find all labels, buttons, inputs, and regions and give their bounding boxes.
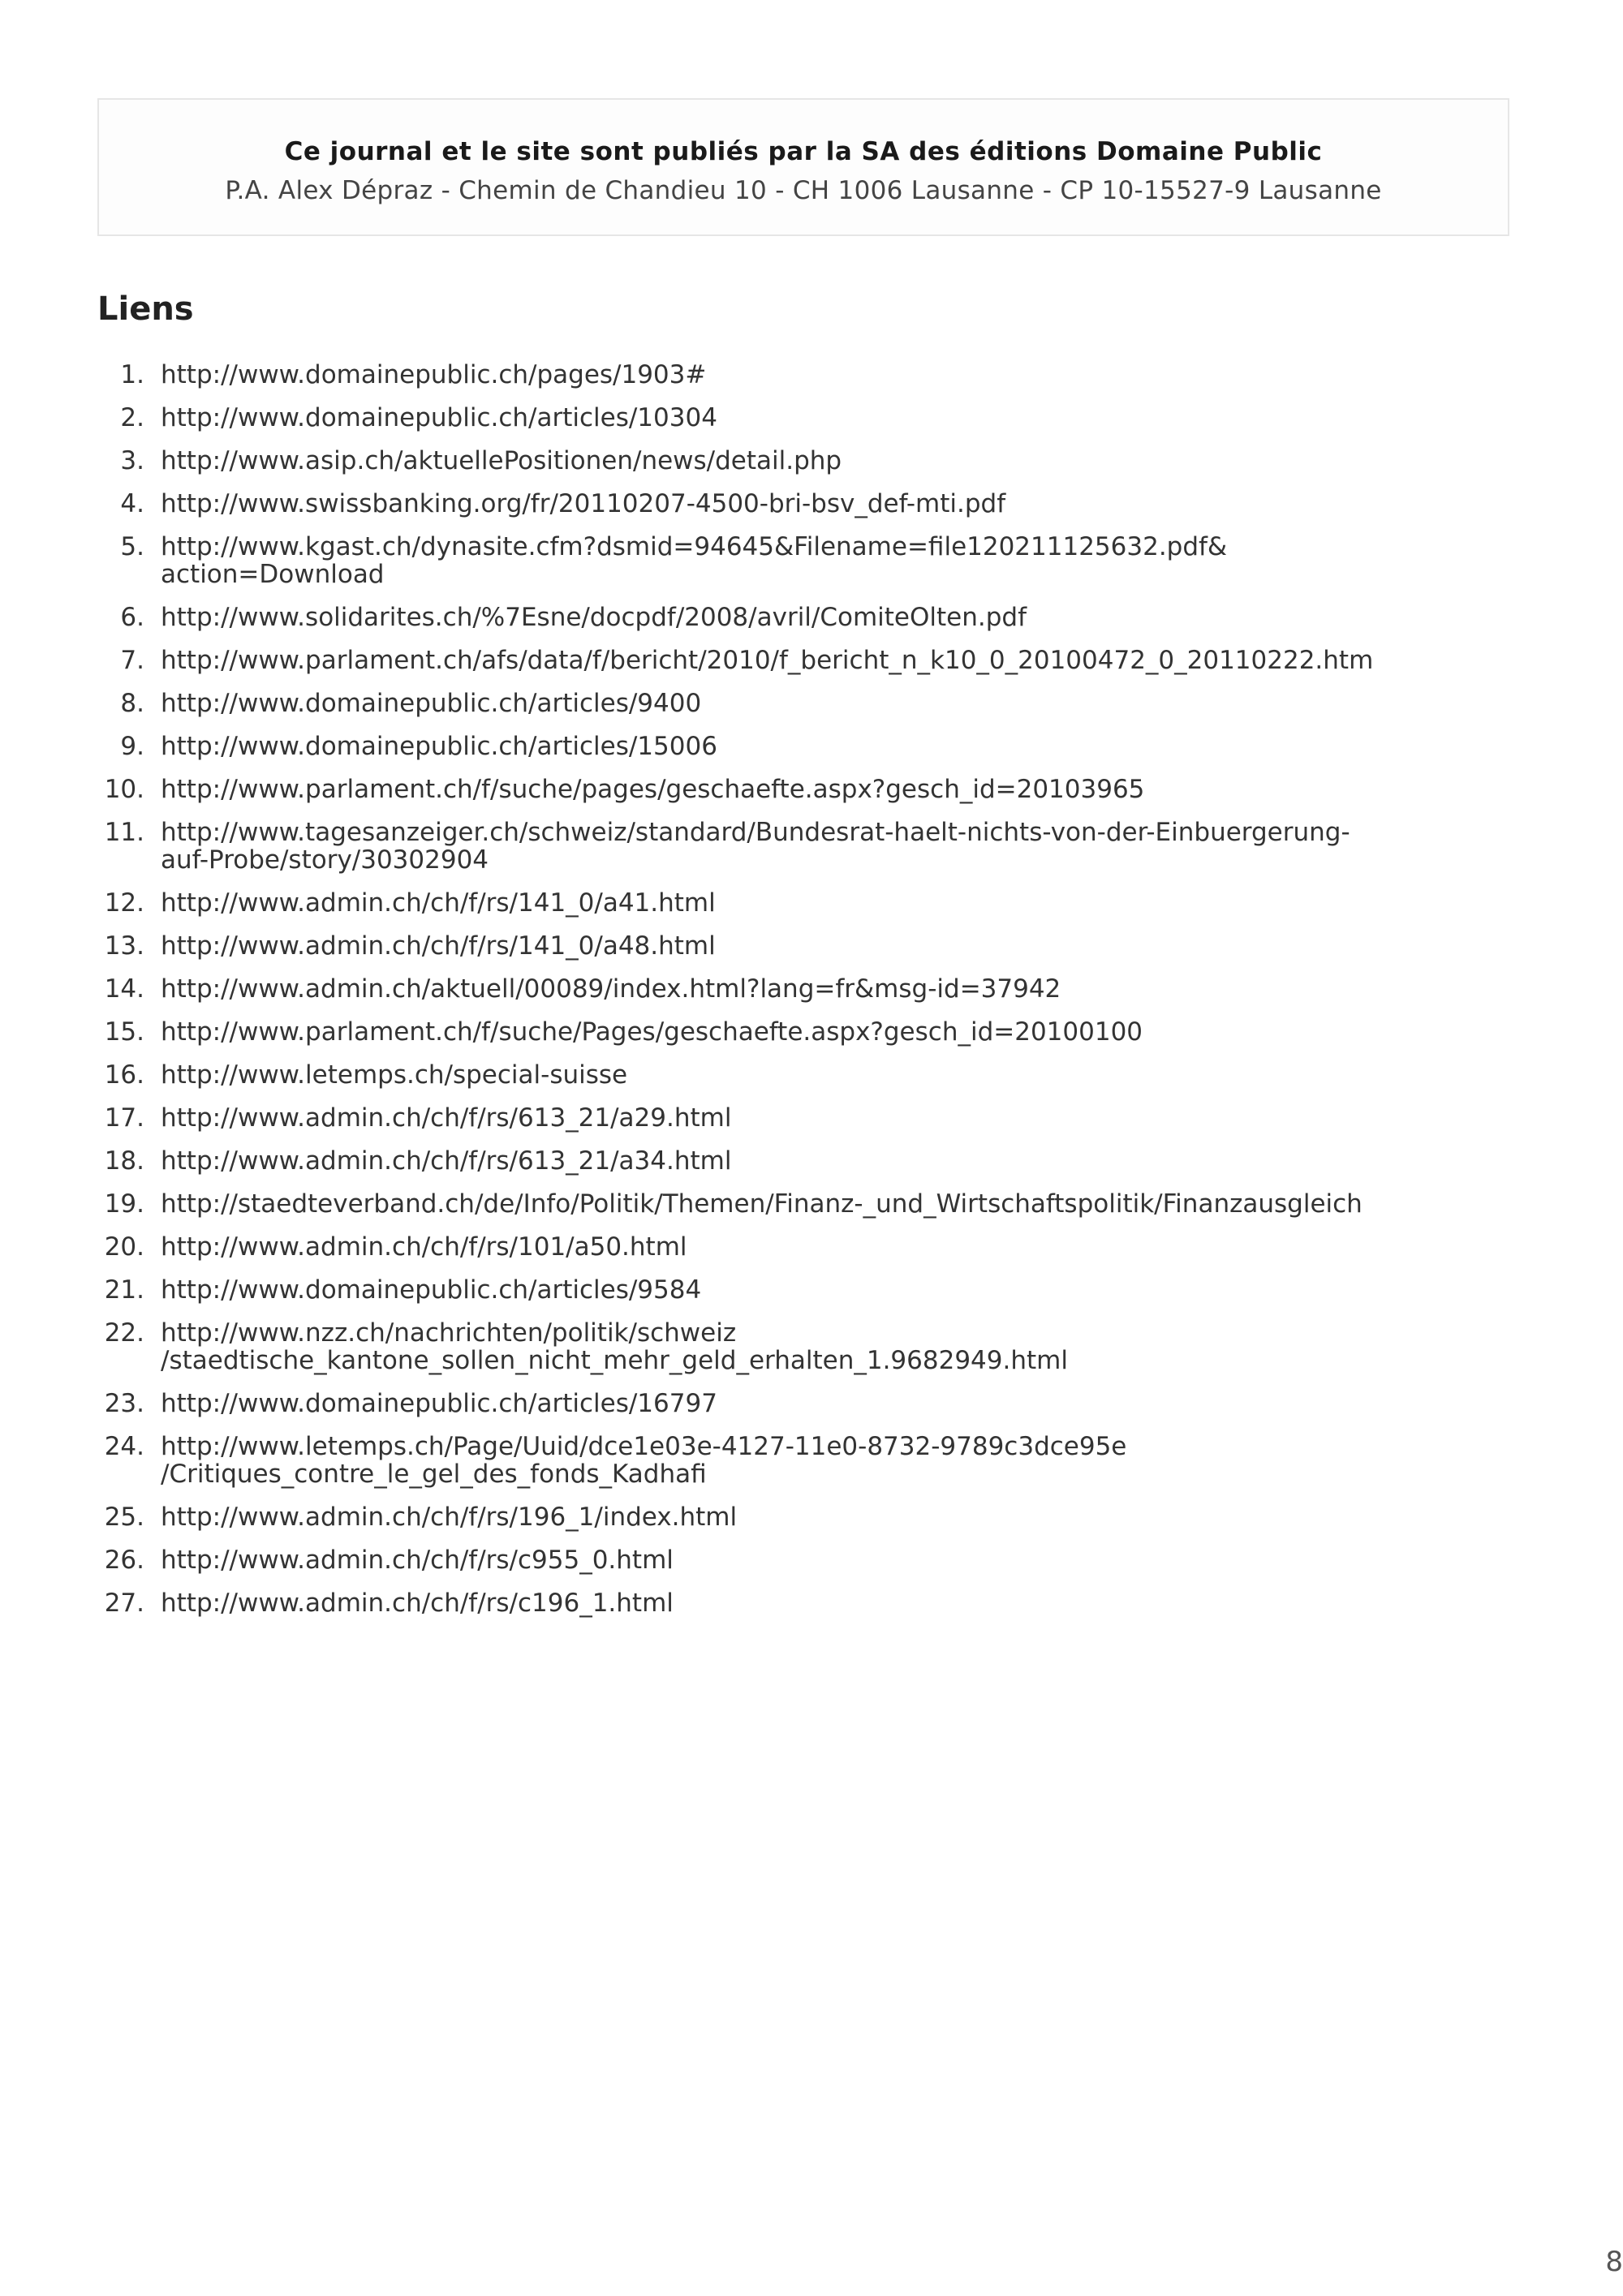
link-url[interactable]: http://www.admin.ch/ch/f/rs/101/a50.html (161, 1232, 687, 1262)
link-number: 16. (104, 1060, 144, 1090)
link-url[interactable]: http://www.letemps.ch/Page/Uuid/dce1e03e-4127-11e0-8732-9789c3dce95e /Critiques_contre_le_gel_des_fonds_Kadhafi (161, 1432, 1127, 1489)
link-list-item (0, 889, 1542, 917)
link-url[interactable]: http://www.admin.ch/ch/f/rs/141_0/a41.html (161, 888, 716, 918)
link-url[interactable]: http://www.domainepublic.ch/articles/9400 (161, 689, 702, 718)
links-heading: Liens (97, 290, 194, 328)
link-number: 9. (120, 732, 144, 761)
link-number: 18. (104, 1146, 144, 1176)
link-list-item (0, 1233, 1542, 1261)
link-url[interactable]: http://www.admin.ch/ch/f/rs/613_21/a29.html (161, 1103, 732, 1133)
link-list-item (0, 1276, 1542, 1304)
link-list-item (0, 819, 1542, 874)
link-url[interactable]: http://www.letemps.ch/special-suisse (161, 1060, 628, 1090)
link-url[interactable]: http://www.domainepublic.ch/articles/15006 (161, 732, 717, 761)
link-list-item (0, 1018, 1542, 1046)
link-number: 8. (120, 689, 144, 718)
link-url[interactable]: http://www.asip.ch/aktuellePositionen/news/detail.php (161, 446, 842, 475)
link-list-item (0, 1319, 1542, 1374)
link-url[interactable]: http://www.domainepublic.ch/articles/16797 (161, 1389, 717, 1418)
link-number: 4. (120, 489, 144, 518)
link-number: 10. (104, 775, 144, 804)
link-list-item (0, 690, 1542, 717)
links-list (0, 361, 1542, 1632)
link-list-item (0, 404, 1542, 432)
link-url[interactable]: http://www.parlament.ch/afs/data/f/bericht/2010/f_bericht_n_k10_0_20100472_0_20110222.htm (161, 646, 1374, 675)
link-list-item (0, 776, 1542, 803)
link-number: 11. (104, 818, 144, 847)
link-list-item (0, 975, 1542, 1003)
link-number: 17. (104, 1103, 144, 1133)
link-number: 13. (104, 931, 144, 961)
link-url[interactable]: http://www.admin.ch/ch/f/rs/c955_0.html (161, 1546, 674, 1575)
link-url[interactable]: http://www.domainepublic.ch/articles/10304 (161, 403, 717, 432)
link-url[interactable]: http://www.admin.ch/ch/f/rs/613_21/a34.html (161, 1146, 732, 1176)
link-number: 19. (104, 1189, 144, 1219)
link-list-item (0, 490, 1542, 518)
link-list-item (0, 533, 1542, 588)
link-url[interactable]: http://www.tagesanzeiger.ch/schweiz/standard/Bundesrat-haelt-nichts-von-der-Einbuergerung- auf-Probe/story/30302904 (161, 818, 1350, 875)
link-url[interactable]: http://www.admin.ch/aktuell/00089/index.html?lang=fr&msg-id=37942 (161, 974, 1061, 1004)
link-list-item (0, 1546, 1542, 1574)
link-list-item (0, 447, 1542, 475)
link-list-item (0, 932, 1542, 960)
link-number: 12. (104, 888, 144, 918)
link-url[interactable]: http://www.admin.ch/ch/f/rs/196_1/index.html (161, 1503, 738, 1532)
link-list-item (0, 604, 1542, 631)
link-url[interactable]: http://www.admin.ch/ch/f/rs/141_0/a48.html (161, 931, 716, 961)
link-number: 26. (104, 1546, 144, 1575)
link-url[interactable]: http://www.parlament.ch/f/suche/Pages/geschaefte.aspx?gesch_id=20100100 (161, 1017, 1143, 1047)
link-list-item (0, 361, 1542, 389)
link-list-item (0, 647, 1542, 674)
link-url[interactable]: http://www.swissbanking.org/fr/20110207-4500-bri-bsv_def-mti.pdf (161, 489, 1006, 518)
link-list-item (0, 1190, 1542, 1218)
link-url[interactable]: http://www.admin.ch/ch/f/rs/c196_1.html (161, 1589, 674, 1618)
link-number: 6. (120, 603, 144, 632)
link-url[interactable]: http://www.parlament.ch/f/suche/pages/geschaefte.aspx?gesch_id=20103965 (161, 775, 1145, 804)
link-url[interactable]: http://www.domainepublic.ch/articles/9584 (161, 1275, 702, 1305)
link-number: 15. (104, 1017, 144, 1047)
link-url[interactable]: http://www.kgast.ch/dynasite.cfm?dsmid=94645&Filename=file120211125632.pdf& action=Download (161, 532, 1228, 589)
link-number: 23. (104, 1389, 144, 1418)
link-list-item (0, 1589, 1542, 1617)
link-number: 3. (120, 446, 144, 475)
link-number: 27. (104, 1589, 144, 1618)
publisher-address: P.A. Alex Dépraz - Chemin de Chandieu 10 - CH 1006 Lausanne - CP 10-15527-9 Lausanne (225, 176, 1382, 205)
link-list-item (0, 1433, 1542, 1488)
publisher-title: Ce journal et le site sont publiés par la SA des éditions Domaine Public (284, 137, 1323, 166)
link-url[interactable]: http://www.nzz.ch/nachrichten/politik/schweiz /staedtische_kantone_sollen_nicht_mehr_geld_erhalten_1.9682949.html (161, 1318, 1068, 1375)
link-url[interactable]: http://www.domainepublic.ch/pages/1903# (161, 360, 707, 389)
link-number: 7. (120, 646, 144, 675)
link-number: 22. (104, 1318, 144, 1348)
link-url[interactable]: http://staedteverband.ch/de/Info/Politik/Themen/Finanz-_und_Wirtschaftspolitik/Finanzausgleich (161, 1189, 1363, 1219)
link-number: 24. (104, 1432, 144, 1461)
page-number: 8 (1605, 2246, 1623, 2278)
link-number: 21. (104, 1275, 144, 1305)
link-list-item (0, 1061, 1542, 1089)
link-number: 1. (120, 360, 144, 389)
publisher-box (97, 98, 1509, 236)
link-number: 2. (120, 403, 144, 432)
link-list-item (0, 1503, 1542, 1531)
link-number: 20. (104, 1232, 144, 1262)
link-url[interactable]: http://www.solidarites.ch/%7Esne/docpdf/2008/avril/ComiteOlten.pdf (161, 603, 1027, 632)
link-number: 5. (120, 532, 144, 561)
link-list-item (0, 1390, 1542, 1417)
link-list-item (0, 1104, 1542, 1132)
link-number: 25. (104, 1503, 144, 1532)
link-list-item (0, 1147, 1542, 1175)
link-list-item (0, 733, 1542, 760)
link-number: 14. (104, 974, 144, 1004)
